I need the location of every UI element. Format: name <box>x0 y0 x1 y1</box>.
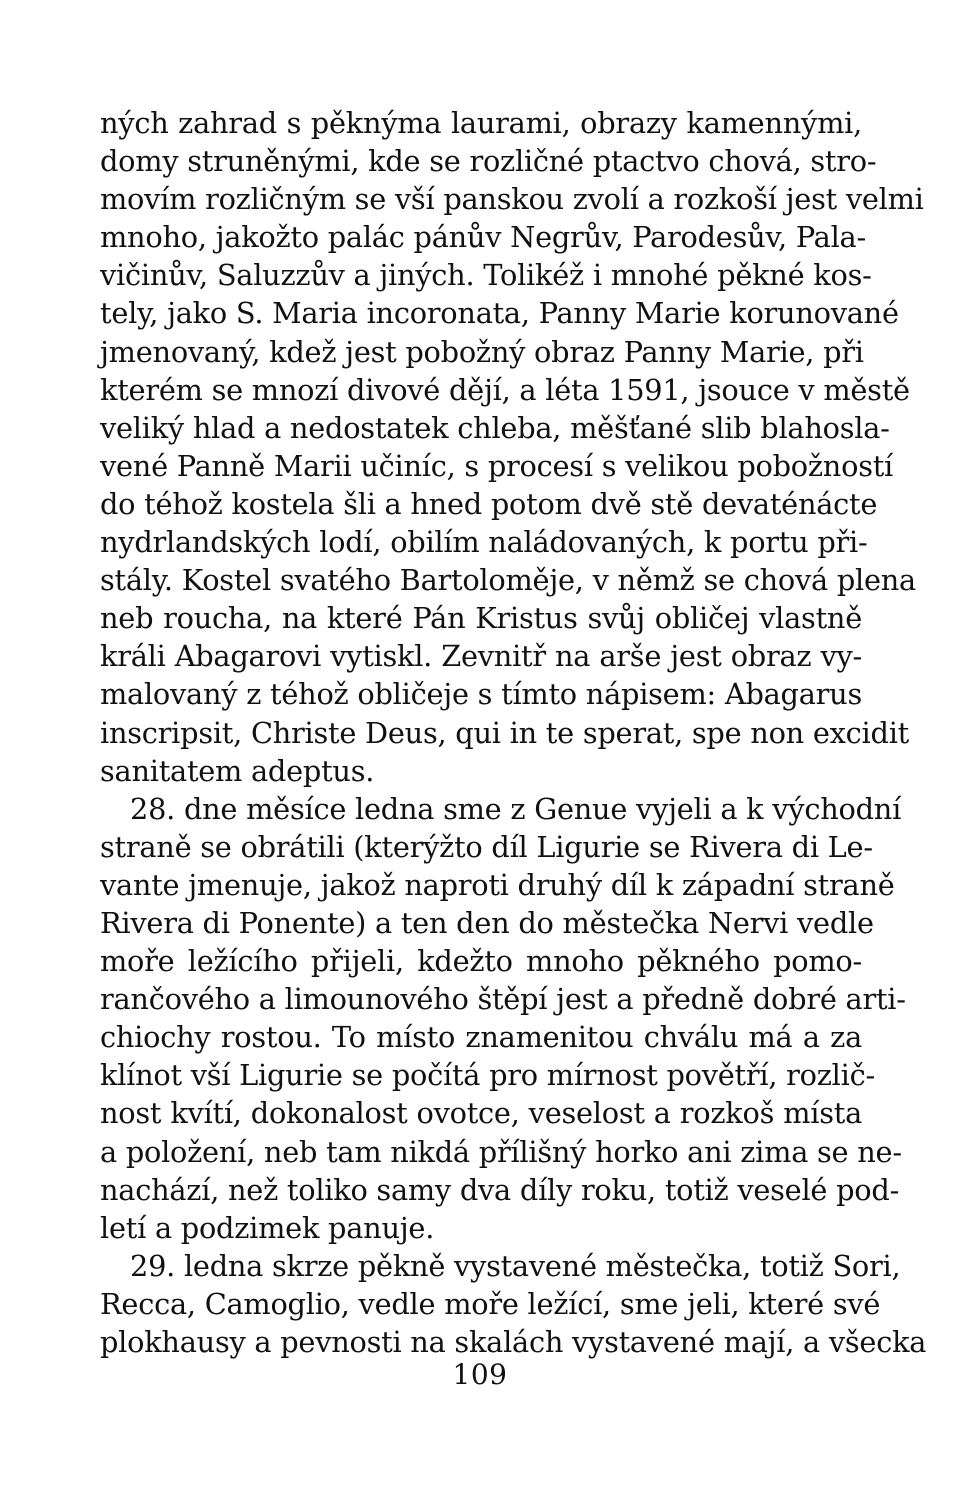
text-line: inscripsit, Christe Deus, qui in te sperat, spe non excidit <box>100 715 909 750</box>
text-line: Recca, Camoglio, vedle moře ležící, sme jeli, které své <box>100 1286 881 1321</box>
text-line: tely, jako S. Maria incoronata, Panny Marie korunované <box>100 296 899 331</box>
text-line: vené Panně Marii učiníc, s procesí s velikou pobožností <box>100 448 893 483</box>
text-line: Rivera di Ponente) a ten den do městečka Nervi vedle <box>100 905 874 940</box>
text-line: ných zahrad s pěknýma laurami, obrazy kamennými, <box>100 106 862 140</box>
text-line: nost kvítí, dokonalost ovotce, veselost a rozkoš místa <box>100 1096 862 1131</box>
text-line: veliký hlad a nedostatek chleba, měšťané slib blahosla- <box>100 410 890 445</box>
text-line: a položení, neb tam nikdá přílišný horko ani zima se ne- <box>100 1134 902 1169</box>
text-line: vante jmenuje, jakož naproti druhý díl k západní straně <box>100 867 895 902</box>
body-text <box>100 104 927 1361</box>
text-line: kterém se mnozí divové dějí, a léta 1591, jsouce v městě <box>100 372 910 407</box>
text-line: králi Abagarovi vytiskl. Zevnitř na arše jest obraz vy- <box>100 639 862 674</box>
text-line: straně se obrátili (kterýžto díl Ligurie se Rivera di Le- <box>100 829 873 864</box>
text-line: sanitatem adeptus. <box>100 753 375 788</box>
text-line: chiochy rostou. To místo znamenitou chválu má a za <box>100 1020 862 1055</box>
text-line: plokhausy a pevnosti na skalách vystavené mají, a všecka <box>100 1325 927 1359</box>
text-line: klínot vší Ligurie se počítá pro mírnost povětří, rozlič- <box>100 1058 875 1093</box>
text-line: nydrlandských lodí, obilím naládovaných, k portu při- <box>100 525 868 560</box>
text-line: nachází, než toliko samy dva díly roku, totiž veselé pod- <box>100 1172 900 1207</box>
text-line: vičinův, Saluzzův a jiných. Tolikéž i mnohé pěkné kos- <box>100 258 872 293</box>
paragraph-start-line: 28. dne měsíce ledna sme z Genue vyjeli a k východní <box>130 791 902 826</box>
page-number: 109 <box>452 1358 508 1391</box>
text-line: jmenovaný, kdež jest pobožný obraz Panny Marie, při <box>100 334 864 369</box>
text-line: letí a podzimek panuje. <box>100 1210 435 1245</box>
text-line: moře ležícího přijeli, kdežto mnoho pěkného pomo- <box>100 944 862 979</box>
text-line: domy struněnými, kde se rozličné ptactvo chová, stro- <box>100 144 877 179</box>
text-line: stály. Kostel svatého Bartoloměje, v němž se chová plena <box>100 563 916 598</box>
text-line: rančového a limounového štěpí jest a předně dobré arti- <box>100 982 906 1017</box>
text-line: movím rozličným se vší panskou zvolí a rozkoší jest velmi <box>100 182 924 217</box>
text-line: neb roucha, na které Pán Kristus svůj obličej vlastně <box>100 601 862 636</box>
text-line: mnoho, jakožto palác pánův Negrův, Parodesův, Pala- <box>100 220 866 255</box>
text-line: do téhož kostela šli a hned potom dvě stě devaténácte <box>100 486 878 521</box>
text-line: malovaný z téhož obličeje s tímto nápisem: Abagarus <box>100 677 862 712</box>
paragraph-start-line: 29. ledna skrze pěkně vystavené městečka, totiž Sori, <box>130 1248 901 1283</box>
